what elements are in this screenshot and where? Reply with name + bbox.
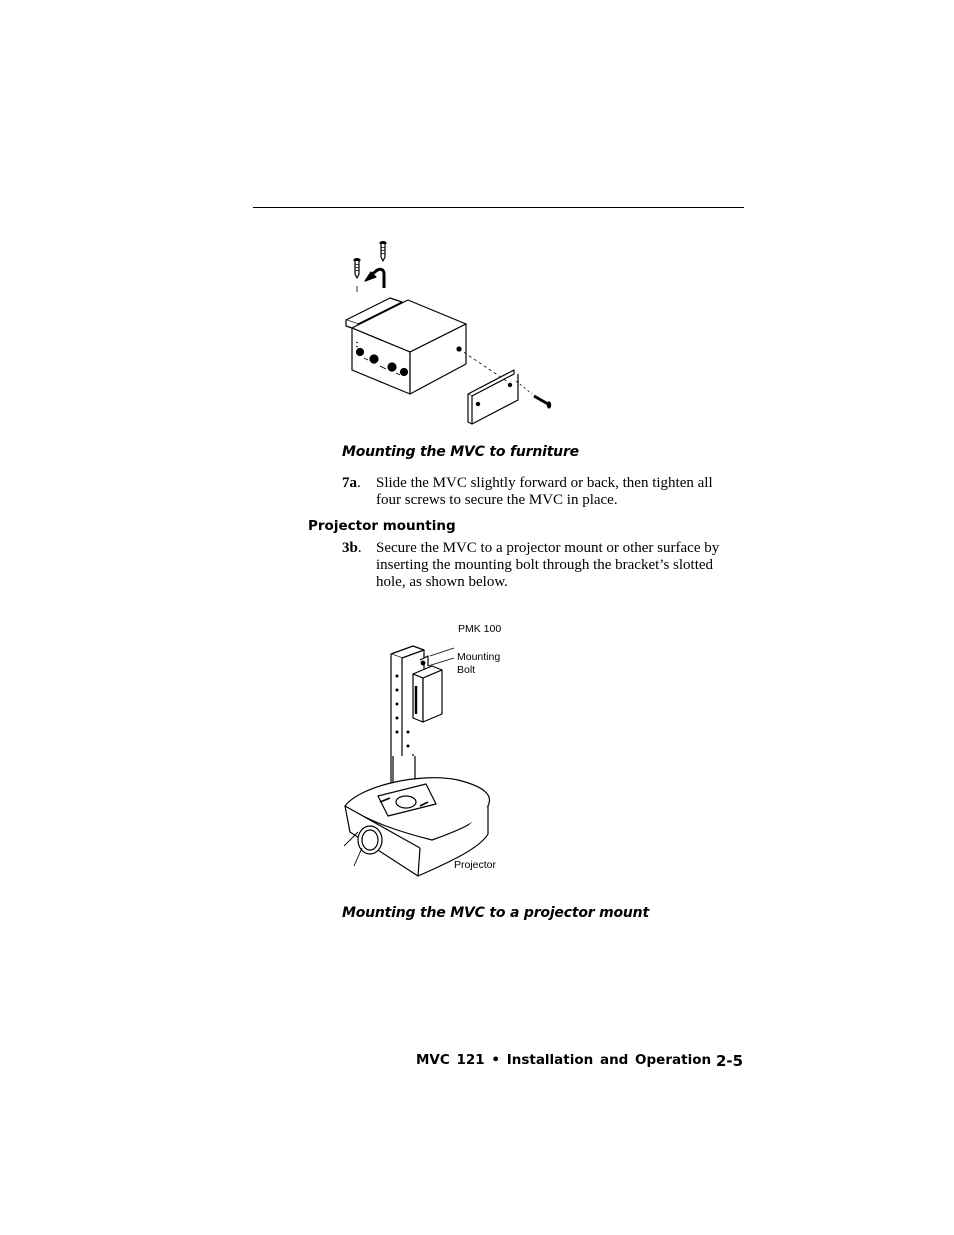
step-7a: [342, 475, 742, 511]
mounting-bolt-label: Mounting Bolt: [457, 651, 501, 676]
page-number: 2-5: [716, 1052, 744, 1070]
step-text: Slide the MVC slightly forward or back, then tighten all four screws to secure the MVC in place.: [376, 475, 713, 508]
header-rule: [253, 207, 744, 208]
step-text: Secure the MVC to a projector mount or other surface by inserting the mounting bolt through the bracket’s slotted hole, as shown below.: [376, 540, 720, 590]
step-3b: [342, 540, 742, 594]
screw-icon: [354, 259, 360, 292]
pmk-label: PMK 100: [458, 623, 502, 635]
screw-icon: [380, 242, 386, 261]
furniture-mount-figure: [338, 236, 558, 428]
section-heading: Projector mounting: [308, 518, 456, 534]
step-number: 3b.: [342, 540, 362, 556]
projector-label: Projector: [454, 859, 497, 871]
figure2-caption: Mounting the MVC to a projector mount: [342, 905, 649, 921]
step-number: 7a.: [342, 475, 361, 491]
figure1-caption: Mounting the MVC to furniture: [342, 444, 579, 460]
footer-title: MVC 121 • Installation and Operation: [416, 1052, 712, 1068]
